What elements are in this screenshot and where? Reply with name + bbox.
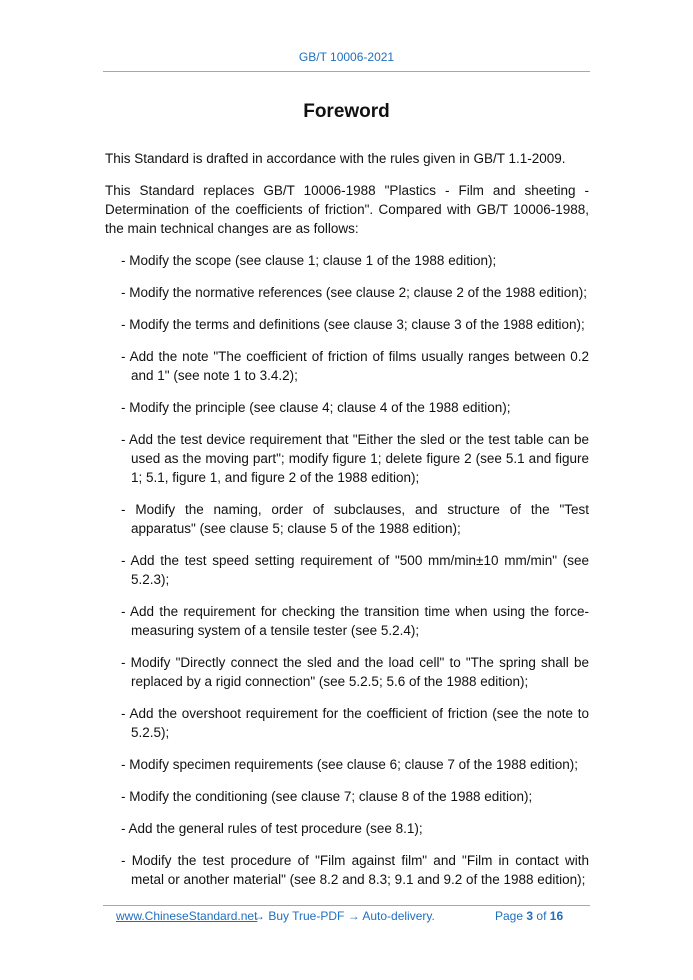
list-item: - Modify specimen requirements (see clause 6; clause 7 of the 1988 edition); <box>121 757 578 772</box>
list-item: - Modify the terms and definitions (see clause 3; clause 3 of the 1988 edition); <box>121 317 585 332</box>
total-pages: 16 <box>549 909 564 923</box>
footer-promo: → Buy True-PDF → Auto-delivery. <box>253 909 435 923</box>
list-item: - Add the overshoot requirement for the coefficient of friction (see the note to 5.2.5); <box>121 706 589 740</box>
list-item: - Add the note "The coefficient of friction of films usually ranges between 0.2 and 1" (see note 1 to 3.4.2); <box>121 349 589 383</box>
list-item: - Add the requirement for checking the transition time when using the force-measuring system of a tensile tester (see 5.2.4); <box>121 604 589 638</box>
list-item: - Modify the naming, order of subclauses, and structure of the "Test apparatus" (see clause 5; clause 5 of the 1988 edition); <box>121 502 589 536</box>
website-link[interactable]: www.ChineseStandard.net <box>116 909 258 923</box>
list-item: - Add the test device requirement that "Either the sled or the test table can be used as the moving part"; modify figure 1; delete figure 2 (see 5.1 and figure 1; 5.1, figure 1, and figure 2 of the 1988 edition); <box>121 432 589 485</box>
list-item: - Modify "Directly connect the sled and the load cell" to "The spring shall be replaced by a rigid connection" (see 5.2.5; 5.6 of the 1988 edition); <box>121 655 589 689</box>
page-label: Page <box>495 909 524 923</box>
standard-code: GB/T 10006-2021 <box>298 50 395 64</box>
footer-divider <box>103 905 590 906</box>
list-item: - Modify the normative references (see clause 2; clause 2 of the 1988 edition); <box>121 285 588 300</box>
change-list <box>105 251 589 889</box>
list-item: - Modify the scope (see clause 1; clause 1 of the 1988 edition); <box>121 253 497 268</box>
intro-paragraph: This Standard is drafted in accordance with the rules given in GB/T 1.1-2009. <box>105 151 566 166</box>
page-indicator <box>495 909 563 923</box>
list-item: - Modify the test procedure of "Film against film" and "Film in contact with metal or another material" (see 8.2 and 8.3; 9.1 and 9.2 of the 1988 edition); <box>121 853 589 887</box>
list-item: - Add the general rules of test procedure (see 8.1); <box>121 821 423 836</box>
list-item: - Modify the principle (see clause 4; clause 4 of the 1988 edition); <box>121 400 511 415</box>
current-page: 3 <box>526 909 534 923</box>
header-divider <box>103 71 590 72</box>
page-of-label: of <box>536 909 547 923</box>
list-item: - Add the test speed setting requirement of "500 mm/min±10 mm/min" (see 5.2.3); <box>121 553 589 587</box>
document-body <box>105 149 589 902</box>
page-title: Foreword <box>303 101 390 122</box>
list-item: - Modify the conditioning (see clause 7; clause 8 of the 1988 edition); <box>121 789 533 804</box>
page-header <box>103 50 590 64</box>
replaces-paragraph: This Standard replaces GB/T 10006-1988 "Plastics - Film and sheeting - Determination of the coefficients of friction". Compared with GB/T 10006-1988, the main technical changes are as follows: <box>105 183 589 236</box>
